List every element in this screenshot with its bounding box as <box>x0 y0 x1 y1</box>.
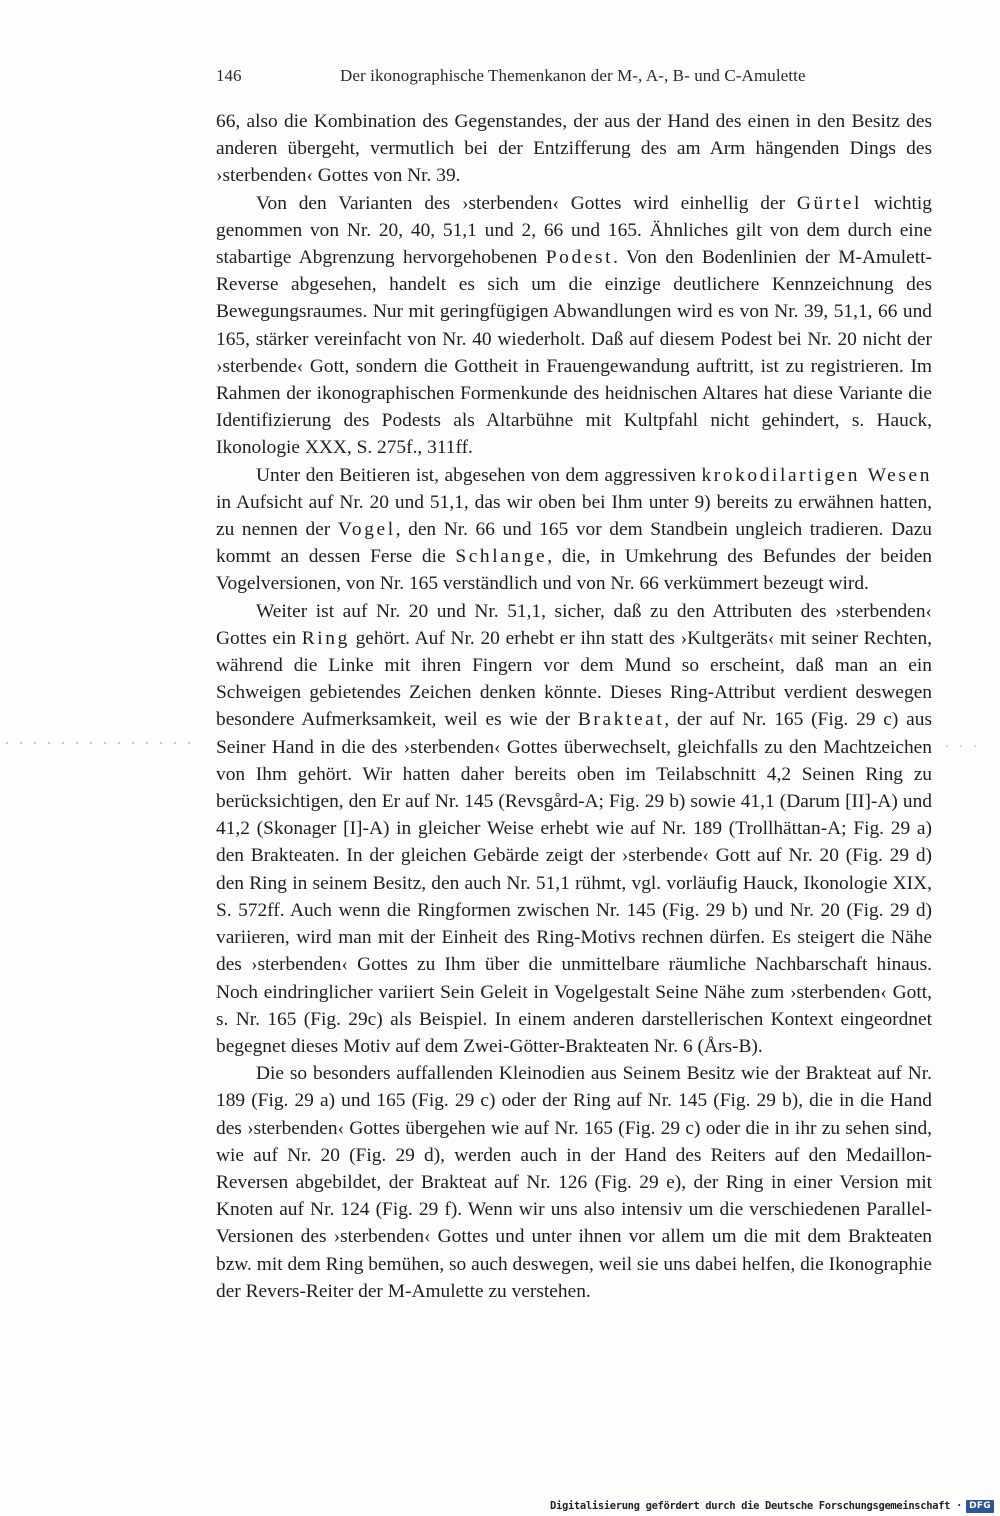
emphasized-term: Podest <box>545 247 614 269</box>
digitization-credit <box>550 1496 1000 1516</box>
dfg-logo-icon: DFG <box>966 1500 994 1513</box>
running-title: Der ikonographische Themenkanon der M-, A-, B- und C-Amulette <box>340 66 806 85</box>
credit-text: Digitalisierung gefördert durch die Deutsche Forschungsgemeinschaft · <box>550 1500 963 1512</box>
text-run: Die so besonders auffallenden Kleinodien aus Seinem Besitz wie der Brakteat auf Nr. 189 (Fig. 29 a) und 165 (Fig. 29 c) oder der Ring auf Nr. 145 (Fig. 29 b), die in die Hand des ›sterbenden‹ Gottes übergehen wie auf Nr. 165 (Fig. 29 c) oder die in ihr zu sehen sind, wie auf Nr. 20 (Fig. 29 d), werden auch in der Hand des Reiters auf den Medaillon-Reversen abgebildet, der Brakteat auf Nr. 126 (Fig. 29 e), der Ring in einer Version mit Knoten auf Nr. 124 (Fig. 29 f). Wenn wir uns also intensiv um die verschiedenen Parallel-Versionen des ›sterbenden‹ Gottes und unter ihnen vor allem um die mit dem Brakteaten bzw. mit dem Ring bemühen, so auch deswegen, weil sie uns dabei helfen, die Ikonographie der Revers-Reiter der M-Amulette zu verstehen. <box>216 1063 933 1302</box>
body-text <box>216 108 932 1305</box>
emphasized-term: Gürtel <box>796 192 862 214</box>
text-run: Unter den Beitieren ist, abgesehen von dem aggressiven <box>256 464 702 486</box>
text-run: 66, also die Kombination des Gegenstandes, der aus der Hand des einen in den Besitz des anderen übergeht, vermutlich bei der Entzifferung des am Arm hängenden Dings des ›sterbenden‹ Gottes von Nr. 39. <box>216 111 932 187</box>
emphasized-term: Brakteat <box>577 709 665 731</box>
page-number: 146 <box>216 66 242 85</box>
text-run: Weiter ist auf Nr. 20 und Nr. 51,1, sicher, daß zu den Attributen des ›sterbenden‹ Gottes ein <box>216 600 932 649</box>
scan-artifact-dots-right <box>940 745 980 747</box>
text-run: Von den Varianten des ›sterbenden‹ Gottes wird einhellig der <box>256 192 797 214</box>
paragraph <box>216 190 932 462</box>
text-run: wichtig genommen von Nr. 20, 40, 51,1 und 2, 66 und 165. Ähnliches gilt von dem durch eine stabartige Abgrenzung hervorgehobenen <box>216 192 932 269</box>
text-run: , die, in Umkehrung des Befundes der beiden Vogelversionen, von Nr. 165 verständlich und von Nr. 66 verkümmert bezeugt wird. <box>216 546 932 595</box>
scan-artifact-dots <box>0 742 200 744</box>
paragraph <box>216 462 932 598</box>
text-run: , den Nr. 66 und 165 vor dem Standbein ungleich tradieren. Dazu kommt an dessen Ferse die <box>216 519 932 568</box>
emphasized-term: krokodilartigen Wesen <box>701 464 932 486</box>
emphasized-term: Ring <box>301 627 350 649</box>
emphasized-term: Vogel <box>337 519 396 541</box>
paragraph <box>216 1060 932 1305</box>
running-header <box>216 62 932 90</box>
text-run: . Von den Bodenlinien der M-Amulett-Reverse abgesehen, handelt es sich um die einzige deutlichere Kennzeichnung des Bewegungsraumes. Nur mit geringfügigen Abwandlungen wird es von Nr. 39, 51,1, 66 und 165, stärker vereinfacht von Nr. 40 wiederholt. Daß auf diesem Podest bei Nr. 20 nicht der ›sterbende‹ Gott, sondern die Gottheit in Frauengewandung auftritt, ist zu registrieren. Im Rahmen der ikonographischen Formenkunde des heidnischen Altares hat diese Variante die Identifizierung des Podests als Altarbühne mit Kultpfahl nicht gehindert, s. Hauck, Ikonologie XXX, S. 275f., 311ff. <box>216 247 932 459</box>
paragraph <box>216 108 932 190</box>
text-run: gehört. Auf Nr. 20 erhebt er ihn statt des ›Kultgeräts‹ mit seiner Rechten, während die Linke mit ihren Fingern vor dem Mund so erscheint, daß man an ein Schweigen gebietendes Zeichen denken könnte. Dieses Ring-Attribut verdient deswegen besondere Aufmerksamkeit, weil es wie der <box>216 627 933 731</box>
text-run: , der auf Nr. 165 (Fig. 29 c) aus Seiner Hand in die des ›sterbenden‹ Gottes überwechselt, gleichfalls zu den Machtzeichen von Ihm gehört. Wir hatten daher bereits oben im Teilabschnitt 4,2 Seinen Ring zu berücksichtigen, den Er auf Nr. 145 (Revsgård-A; Fig. 29 b) sowie 41,1 (Darum [II]-A) und 41,2 (Skonager [I]-A) in gleicher Weise erhebt wie auf Nr. 189 (Trollhättan-A; Fig. 29 a) den Brakteaten. In der gleichen Gebärde zeigt der ›sterbende‹ Gott auf Nr. 20 (Fig. 29 d) den Ring in seinem Besitz, den auch Nr. 51,1 rühmt, vgl. vorläufig Hauck, Ikonologie XIX, S. 572ff. Auch wenn die Ringformen zwischen Nr. 145 (Fig. 29 b) und Nr. 20 (Fig. 29 d) variieren, wird man mit der Einheit des Ring-Motivs rechnen dürfen. Es steigert die Nähe des ›sterbenden‹ Gottes zu Ihm über die unmittelbare räumliche Nachbarschaft hinaus. Noch eindringlicher variiert Sein Geleit in Vogelgestalt Seine Nähe zum ›sterbenden‹ Gott, s. Nr. 165 (Fig. 29c) als Beispiel. In einem anderen darstellerischen Kontext eingeordnet begegnet dieses Motiv auf dem Zwei-Götter-Brakteaten Nr. 6 (Års-B). <box>216 709 932 1057</box>
text-run: in Aufsicht auf Nr. 20 und 51,1, das wir oben bei Ihm unter 9) bereits zu erwähnen hatten, zu nennen der <box>216 491 932 541</box>
emphasized-term: Schlange <box>455 546 548 568</box>
paragraph <box>216 598 932 1060</box>
